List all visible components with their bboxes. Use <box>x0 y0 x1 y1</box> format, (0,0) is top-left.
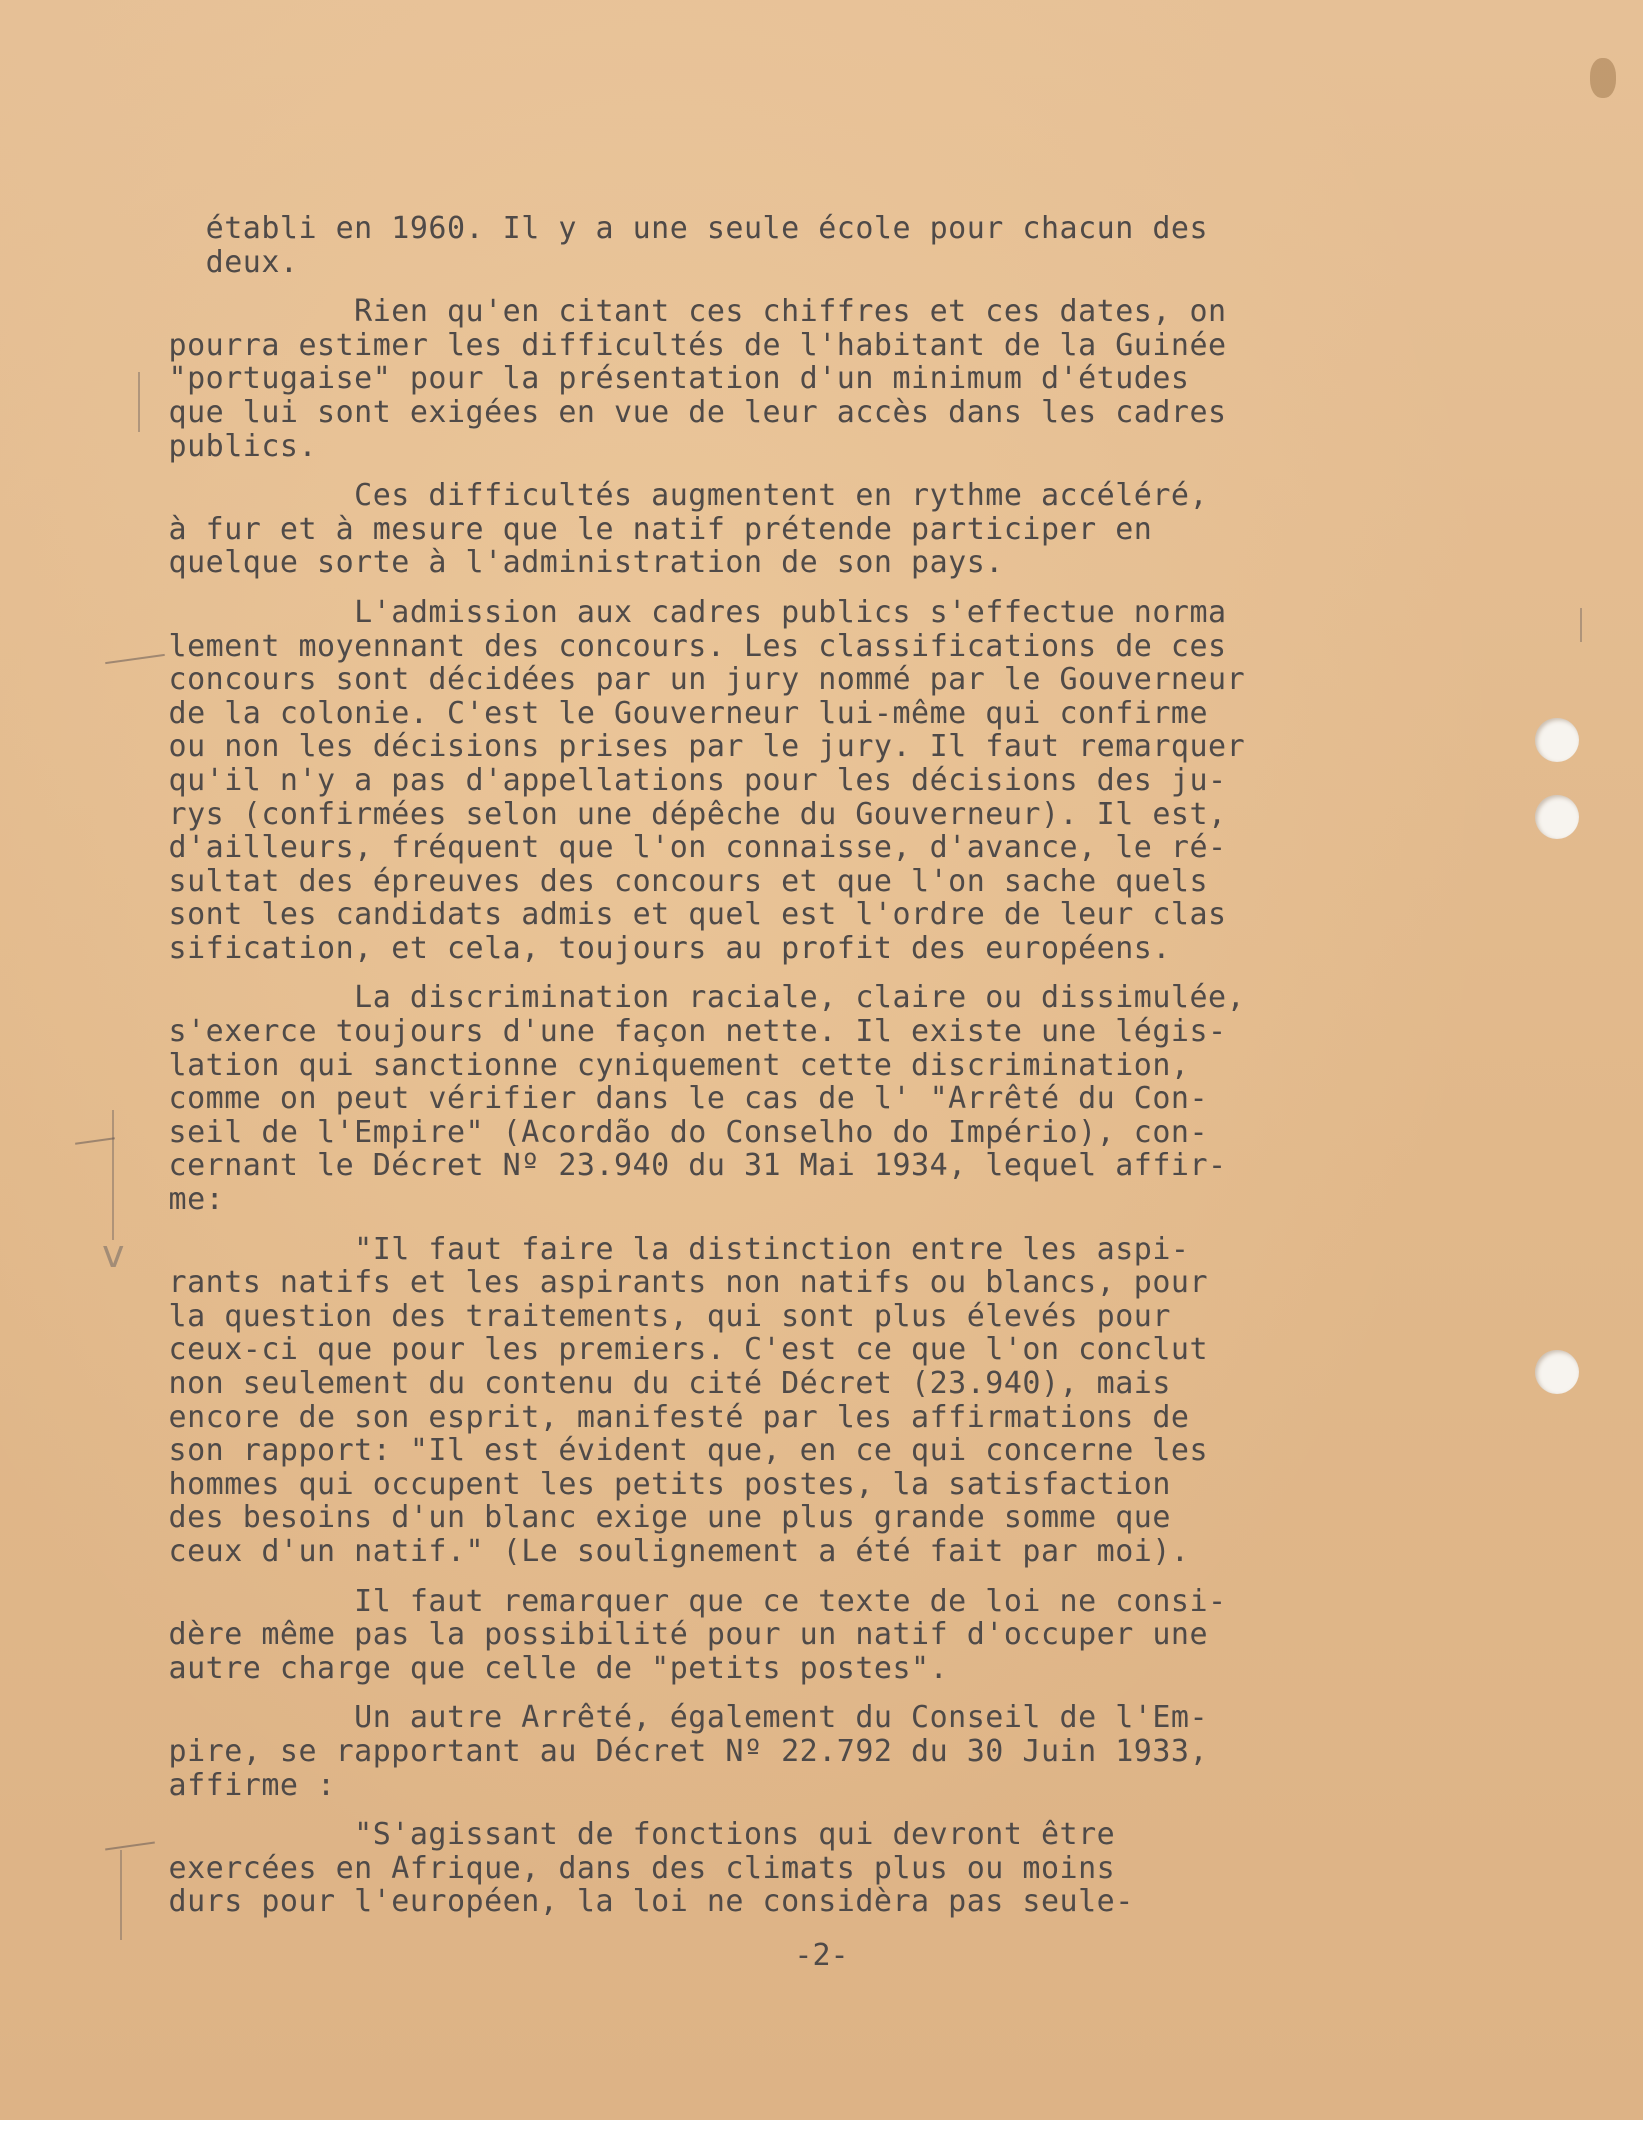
right-margin-pencil-mark <box>1580 608 1582 642</box>
text-line: sont les candidats admis et quel est l'ordre de leur clas <box>150 897 1227 933</box>
text-line: sification, et cela, toujours au profit des européens. <box>150 930 1171 966</box>
punch-hole-bottom <box>1535 1350 1579 1394</box>
text-line: Rien qu'en citant ces chiffres et ces dates, on <box>150 294 1227 330</box>
text-line: ceux d'un natif." (Le soulignement a été fait par moi). <box>150 1533 1190 1569</box>
punch-hole-middle <box>1535 795 1579 839</box>
punch-hole-top <box>1535 718 1579 762</box>
paragraph-gap <box>150 279 1350 295</box>
text-line: concours sont décidées par un jury nommé par le Gouverneur <box>150 662 1246 698</box>
text-line: Il faut remarquer que ce texte de loi ne consi- <box>150 1583 1227 1619</box>
text-line: d'ailleurs, fréquent que l'on connaisse, d'avance, le ré- <box>150 830 1227 866</box>
text-line: non seulement du contenu du cité Décret (23.940), mais <box>150 1366 1171 1401</box>
text-line: hommes qui occupent les petits postes, la satisfaction <box>150 1466 1171 1502</box>
text-line: son rapport: "Il est évident que, en ce qui concerne les <box>150 1433 1209 1469</box>
text-line: lement moyennant des concours. Les classifications de ces <box>150 628 1227 664</box>
margin-pencil-line-3 <box>120 1850 122 1940</box>
text-line: deux. <box>150 244 299 280</box>
text-line: établi en 1960. Il y a une seule école pour chacun des <box>150 211 1209 246</box>
text-line: L'admission aux cadres publics s'effectue norma <box>150 594 1227 630</box>
text-line: rys (confirmées selon une dépêche du Gouverneur). Il est, <box>150 796 1227 832</box>
text-line: encore de son esprit, manifesté par les affirmations de <box>150 1399 1190 1435</box>
text-line: publics. <box>150 428 318 464</box>
paragraph-gap <box>150 1569 1350 1585</box>
text-line: qu'il n'y a pas d'appellations pour les décisions des ju- <box>150 762 1227 798</box>
corner-stain <box>1590 58 1616 98</box>
text-line: "Il faut faire la distinction entre les aspi- <box>150 1231 1190 1267</box>
text-line: dère même pas la possibilité pour un natif d'occuper une <box>150 1617 1209 1653</box>
margin-pencil-arrow-3 <box>105 1842 155 1851</box>
text-line: s'exerce toujours d'une façon nette. Il existe une légis- <box>150 1014 1227 1050</box>
text-line: la question des traitements, qui sont plus élevés pour <box>150 1298 1171 1334</box>
paragraph-gap <box>150 1802 1350 1818</box>
text-line: cernant le Décret Nº 23.940 du 31 Mai 1934, lequel affir- <box>150 1148 1227 1184</box>
text-line: exercées en Afrique, dans des climats plus ou moins <box>150 1850 1116 1886</box>
text-line: "S'agissant de fonctions qui devront être <box>150 1817 1116 1853</box>
text-line: pire, se rapportant au Décret Nº 22.792 du 30 Juin 1933, <box>150 1733 1209 1769</box>
text-line: "portugaise" pour la présentation d'un minimum d'études <box>150 361 1190 397</box>
text-line: comme on peut vérifier dans le cas de l' "Arrêté du Con- <box>150 1081 1209 1117</box>
text-line: me: <box>150 1182 225 1218</box>
text-line: durs pour l'européen, la loi ne considèra pas seule- <box>150 1884 1134 1920</box>
paragraph-gap <box>150 1217 1350 1233</box>
text-line: à fur et à mesure que le natif prétende participer en <box>150 511 1153 547</box>
text-line: de la colonie. C'est le Gouverneur lui-même qui confirme <box>150 695 1209 731</box>
paragraph-gap <box>150 1685 1350 1701</box>
text-line: pourra estimer les difficultés de l'habitant de la Guinée <box>150 327 1227 363</box>
text-line: ceux-ci que pour les premiers. C'est ce que l'on conclut <box>150 1332 1209 1368</box>
text-line: seil de l'Empire" (Acordão do Conselho do Império), con- <box>150 1114 1209 1150</box>
text-line: ou non les décisions prises par le jury. Il faut remarquer <box>150 729 1246 765</box>
margin-pencil-line-2 <box>112 1110 114 1240</box>
text-line: Ces difficultés augmentent en rythme accéléré, <box>150 478 1209 514</box>
text-line: quelque sorte à l'administration de son pays. <box>150 545 1004 581</box>
text-line: sultat des épreuves des concours et que l'on sache quels <box>150 863 1209 899</box>
text-line: des besoins d'un blanc exige une plus grande somme que <box>150 1500 1171 1536</box>
text-line: autre charge que celle de "petits postes". <box>150 1650 949 1686</box>
paragraph-gap <box>150 580 1350 596</box>
text-line: Un autre Arrêté, également du Conseil de l'Em- <box>150 1700 1209 1736</box>
text-line: lation qui sanctionne cyniquement cette discrimination, <box>150 1047 1190 1083</box>
margin-pencil-arrow-2 <box>75 1137 115 1145</box>
typewritten-body <box>150 212 1350 1919</box>
text-line: que lui sont exigées en vue de leur accès dans les cadres <box>150 394 1227 430</box>
text-line: La discrimination raciale, claire ou dissimulée, <box>150 980 1246 1016</box>
paragraph-gap <box>150 965 1350 981</box>
paragraph-gap <box>150 463 1350 479</box>
page-number: -2- <box>794 1938 849 1973</box>
margin-pencil-line-1 <box>138 372 140 432</box>
text-line: affirme : <box>150 1767 336 1803</box>
margin-pencil-checkmark: v <box>102 1232 125 1276</box>
text-line: rants natifs et les aspirants non natifs ou blancs, pour <box>150 1265 1209 1301</box>
